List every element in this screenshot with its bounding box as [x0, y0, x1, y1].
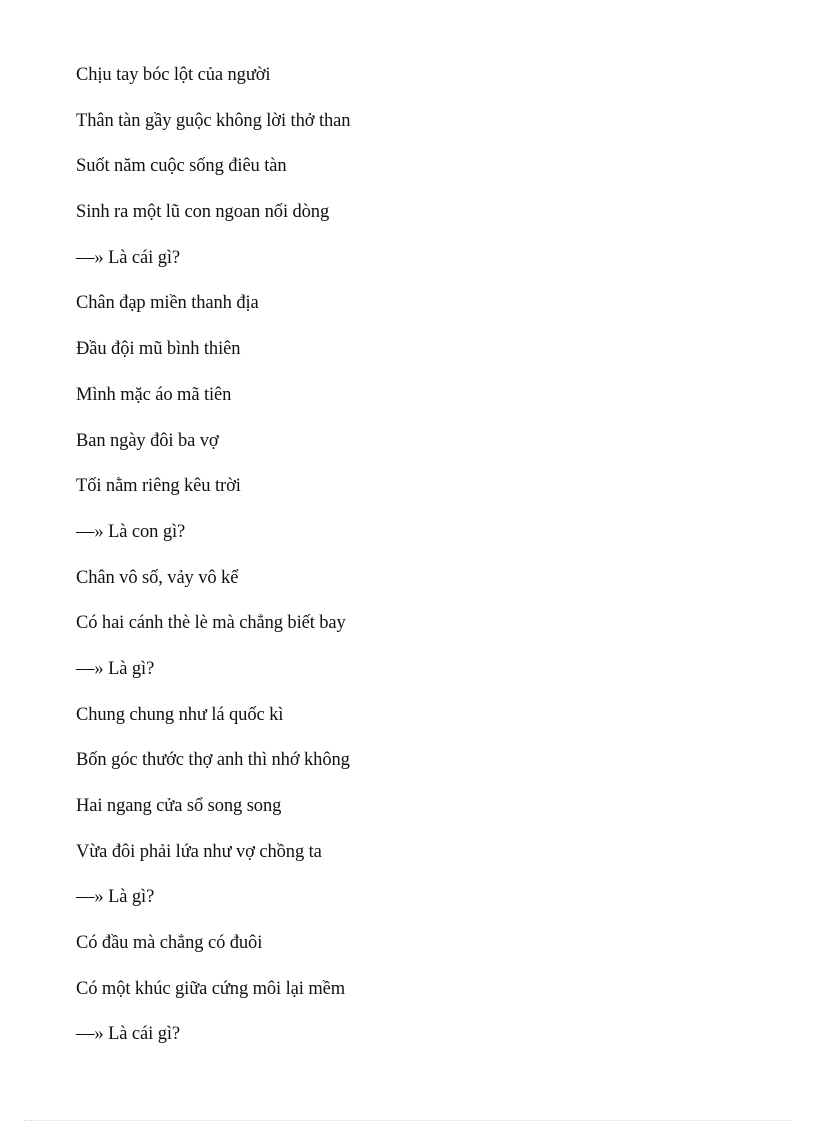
text-line: Chịu tay bóc lột của người	[76, 65, 271, 85]
text-line: Chung chung như lá quốc kì	[76, 704, 284, 725]
text-line: Mình mặc áo mã tiên	[76, 384, 232, 405]
riddle-text-body	[76, 62, 350, 1067]
text-line: Bốn góc thước thợ anh thì nhớ không	[76, 750, 350, 771]
text-line: Tối nằm riêng kêu trời	[76, 476, 241, 497]
page-bottom-divider	[24, 1120, 792, 1121]
answer-prompt-line: —» Là gì?	[76, 887, 155, 908]
answer-prompt-line: —» Là con gì?	[76, 521, 186, 542]
text-line: Có một khúc giữa cứng môi lại mềm	[76, 978, 346, 999]
text-line: Có hai cánh thè lè mà chẳng biết bay	[76, 613, 346, 634]
text-line: Suốt năm cuộc sống điêu tàn	[76, 156, 287, 177]
text-line: Đầu đội mũ bình thiên	[76, 339, 241, 360]
text-line: Ban ngày đôi ba vợ	[76, 430, 219, 451]
text-line: Thân tàn gầy guộc không lời thở than	[76, 110, 351, 131]
text-line: Sinh ra một lũ con ngoan nối dòng	[76, 202, 330, 223]
text-line: Chân vô số, vảy vô kể	[76, 567, 239, 588]
text-line: Hai ngang cửa sổ song song	[76, 796, 282, 816]
answer-prompt-line: —» Là gì?	[76, 658, 155, 679]
answer-prompt-line: —» Là cái gì?	[76, 1024, 181, 1045]
text-line: Có đầu mà chẳng có đuôi	[76, 933, 263, 954]
answer-prompt-line: —» Là cái gì?	[76, 247, 181, 268]
text-line: Chân đạp miền thanh địa	[76, 293, 259, 314]
text-line: Vừa đôi phải lứa như vợ chồng ta	[76, 841, 322, 862]
